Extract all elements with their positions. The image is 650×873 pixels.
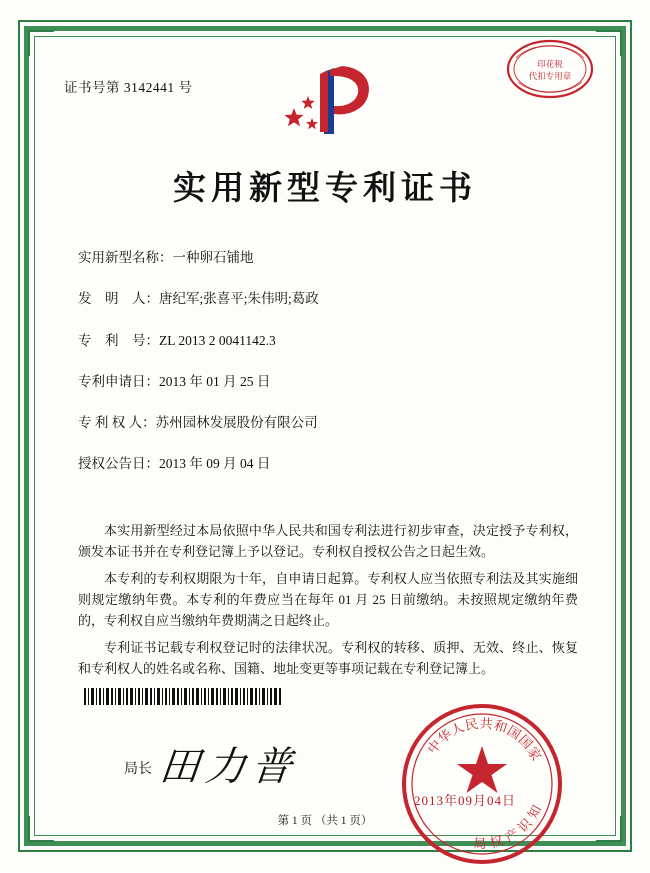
svg-text:代扣专用章: 代扣专用章 (528, 71, 572, 81)
field-label: 发 明 人： (78, 291, 159, 307)
paragraph: 本专利的专利权期限为十年，自申请日起算。专利权人应当依照专利法及其实施细则规定缴纳年费。本专利的年费应当在每年 01 月 25 日前缴纳。未按照规定缴纳年费的，专利权自应当缴纳年费期满之日起终止。 (78, 571, 578, 629)
field-value: 一种卵石铺地 (172, 250, 254, 265)
svg-text:知: 知 (524, 802, 545, 822)
svg-text:家: 家 (524, 744, 545, 764)
svg-text:华: 华 (435, 726, 455, 747)
corner-ornament-top-left (28, 30, 54, 56)
corner-ornament-top-right (596, 30, 622, 56)
svg-text:中: 中 (424, 737, 445, 757)
field-label: 专 利 权 人： (78, 415, 156, 430)
field-row (78, 413, 580, 433)
svg-text:印花税: 印花税 (537, 59, 563, 69)
svg-text:权: 权 (488, 832, 505, 851)
field-label: 授权公告日： (78, 456, 159, 472)
field-value: 2013 年 09 月 04 日 (159, 456, 271, 472)
field-label: 实用新型名称： (78, 250, 173, 265)
svg-text:局: 局 (473, 835, 487, 852)
svg-text:产: 产 (502, 825, 522, 846)
svg-text:识: 识 (514, 815, 535, 836)
handwritten-signature-icon: 田力普 (157, 744, 301, 789)
seal-date: 2013年09月04日 (414, 793, 517, 808)
svg-text:和: 和 (492, 717, 510, 736)
field-list (78, 248, 580, 496)
paragraph: 专利证书记载专利权登记时的法律状况。专利权的转移、质押、无效、终止、恢复和专利权人的姓名或名称、国籍、地址变更等事项记载在专利登记簿上。 (78, 640, 578, 677)
field-value: ZL 2013 2 0041142.3 (159, 332, 276, 348)
field-value: 2013 年 01 月 25 日 (159, 373, 271, 389)
barcode-icon (84, 688, 284, 705)
field-row (78, 331, 580, 351)
page-footer: 第 1 页 （共 1 页） (277, 815, 373, 827)
field-row (78, 289, 580, 309)
field-row (78, 372, 580, 392)
field-label: 专 利 号： (78, 332, 159, 348)
signature-label: 局长 (124, 762, 152, 777)
svg-text:国: 国 (504, 722, 524, 743)
svg-text:民: 民 (463, 715, 480, 733)
page-title: 实用新型专利证书 (173, 171, 477, 207)
body-text (78, 520, 578, 685)
field-row (78, 454, 580, 474)
svg-text:国: 国 (515, 732, 536, 752)
paragraph: 本实用新型经过本局依照中华人民共和国专利法进行初步审查，决定授予专利权，颁发本证书并在专利登记簿上予以登记。专利权自授权公告之日起生效。 (78, 523, 578, 560)
field-value: 苏州园林发展股份有限公司 (155, 415, 318, 430)
patent-office-emblem-icon (268, 62, 378, 140)
certificate-number: 证书号第 3142441 号 (64, 80, 193, 95)
field-value: 唐纪军;张喜平;朱伟明;葛政 (159, 291, 319, 307)
field-row (78, 248, 580, 268)
red-agency-stamp-icon (504, 38, 596, 100)
svg-text:人: 人 (448, 719, 467, 739)
national-red-seal-icon (398, 700, 566, 868)
svg-text:共: 共 (479, 715, 494, 732)
field-label: 专利申请日： (78, 373, 159, 389)
